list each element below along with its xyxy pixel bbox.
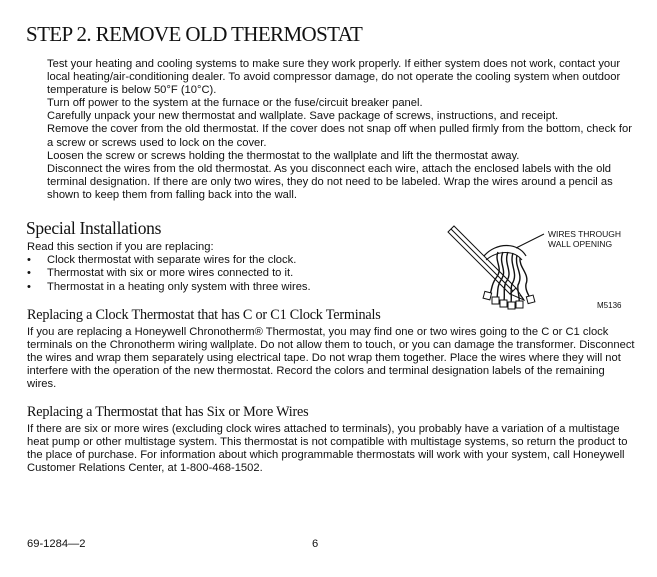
document-number: 69-1284—2 xyxy=(27,538,86,550)
list-item-text: Thermostat in a heating only system with three wires. xyxy=(47,280,311,293)
step-line: Loosen the screw or screws holding the thermostat to the wallplate and lift the thermostat away. xyxy=(47,149,520,162)
step-line: Remove the cover from the old thermostat. If the cover does not snap off when pulled firmly from the bottom, check for a screw or screws used to lock on the cover. xyxy=(47,123,632,149)
list-item xyxy=(27,281,311,294)
step-line: Turn off power to the system at the furnace or the fuse/circuit breaker panel. xyxy=(47,97,423,110)
step-line: Disconnect the wires from the old thermostat. As you disconnect each wire, attach the enclosed labels with the old terminal designation. If there are only two wires, they do not need to be labeled. Wrap the wires around a pencil as shown to keep them from falling back into the wall. xyxy=(47,162,613,201)
special-installations-title: Special Installations xyxy=(26,218,162,238)
list-item xyxy=(27,267,311,280)
special-intro: Read this section if you are replacing: xyxy=(27,241,214,253)
wall-opening-shape xyxy=(484,246,526,257)
clock-section-text: If you are replacing a Honeywell Chronotherm® Thermostat, you may find one or two wires going to the C or C1 clock terminals on the Chronotherm wiring wallplate. Do not allow them to touch, or you can damage the transformer. Disconnect the wires and wrap them separately using electrical tape. Do not wrap them together. Place the wires where they will not interfere with the operation of the new thermostat. Record the colors and terminal designation labels of the remaining wires. xyxy=(27,326,635,391)
special-bullet-list xyxy=(27,254,311,294)
figure-code: M5136 xyxy=(597,301,622,310)
list-item-text: Thermostat with six or more wires connected to it. xyxy=(47,267,294,280)
six-wires-section-text: If there are six or more wires (excluding clock wires attached to terminals), you probably have a variation of a multistage heat pump or other multistage system. This thermostat is not compatible with multistage systems, so return the product to the place of purchase. For information about which programmable thermostats will work with your system, call Honeywell Customer Relations Center, at 1-800-468-1502. xyxy=(27,423,628,475)
bullet-icon: • xyxy=(27,267,31,280)
step-line: Test your heating and cooling systems to make sure they work properly. If either system does not work, contact your local heating/air-conditioning dealer. To avoid compressor damage, do not operate the cooling system when outdoor temperature is below 50°F (10°C). xyxy=(47,58,621,97)
six-wires-section-title: Replacing a Thermostat that has Six or More Wires xyxy=(27,404,309,420)
list-item xyxy=(27,254,311,267)
bullet-icon: • xyxy=(27,254,31,266)
bullet-icon: • xyxy=(27,280,31,293)
wire-labels xyxy=(483,291,535,309)
step-instructions xyxy=(47,58,637,202)
figure-label-line: WIRES THROUGH xyxy=(548,229,622,239)
list-item-text: Clock thermostat with separate wires for the clock. xyxy=(47,254,297,266)
step-line: Carefully unpack your new thermostat and wallplate. Save package of screws, instructions, and receipt. xyxy=(47,110,559,123)
wires-icon xyxy=(490,252,530,303)
step-title: STEP 2. REMOVE OLD THERMOSTAT xyxy=(26,22,363,46)
figure-label-line: WALL OPENING xyxy=(548,239,613,249)
page-number: 6 xyxy=(312,538,319,550)
figure-label xyxy=(548,229,621,249)
clock-section-title: Replacing a Clock Thermostat that has C or C1 Clock Terminals xyxy=(27,307,381,323)
leader-line xyxy=(516,234,544,248)
